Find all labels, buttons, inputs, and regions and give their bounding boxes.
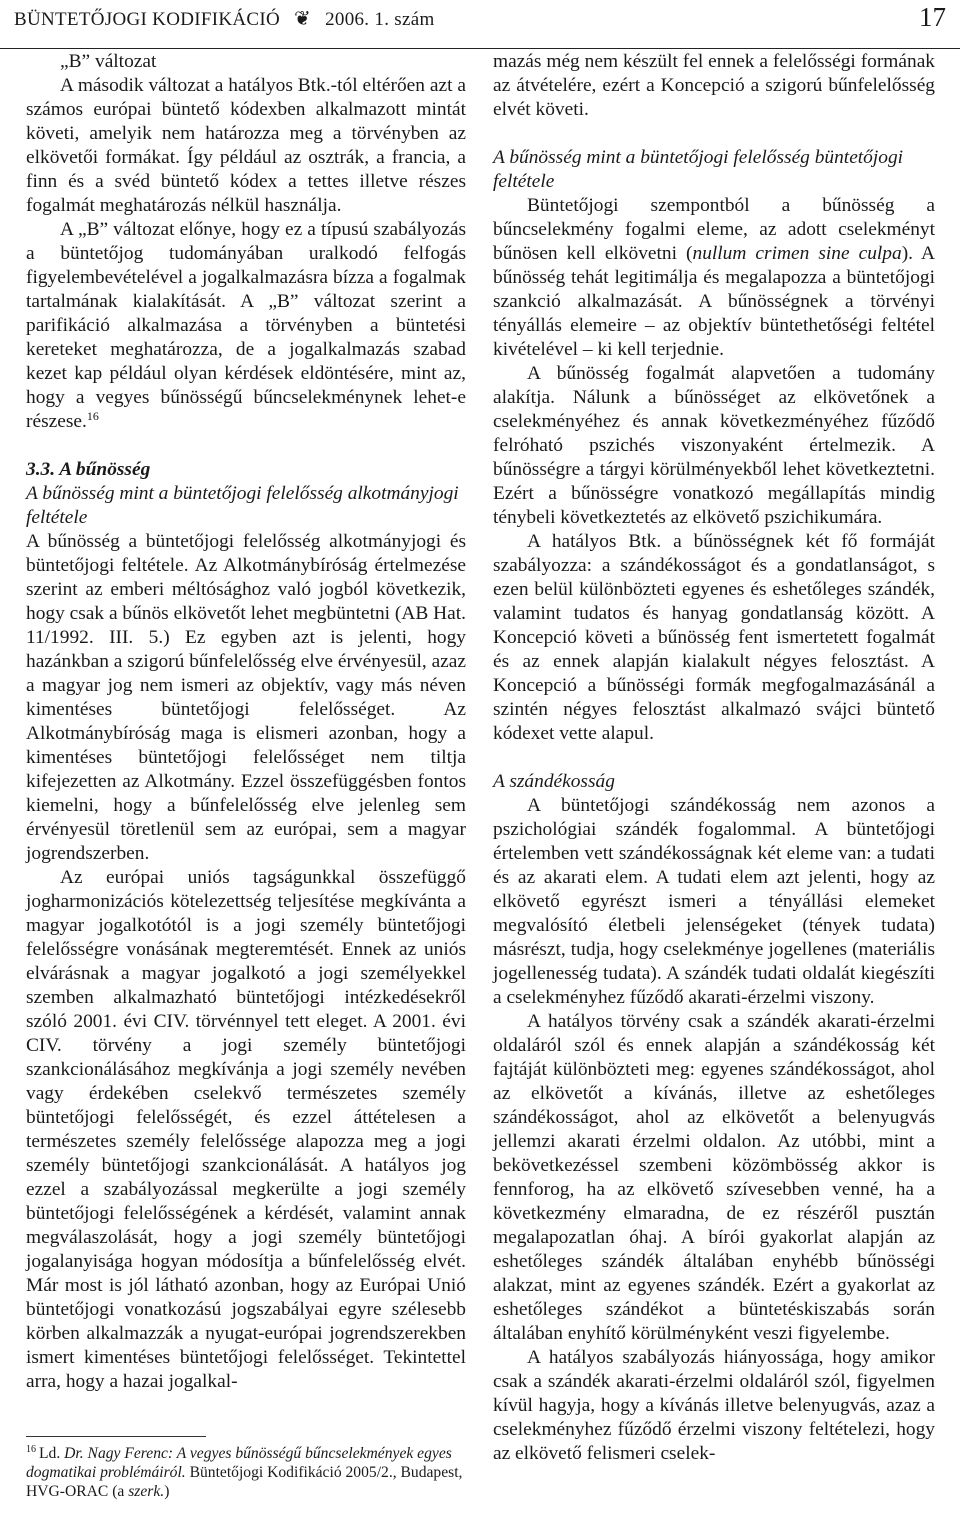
subsection-heading: A bűnösség mint a büntetőjogi felelősség büntetőjogi feltétele (493, 147, 904, 192)
paragraph: Az európai uniós tagságunkkal összefüggő jogharmonizációs kötelezettség teljesítése megkívánta a magyar jogalkotótól is a jogi személy büntetőjogi felelősségre vonásának megteremtését. Ennek az uniós elvárásnak a magyar jogalkotó a jogi személyekkel szemben alkalmazható büntetőjogi intézkedésekről szóló 2001. évi CIV. törvénnyel tett eleget. A 2001. évi CIV. törvény a jogi személy büntetőjogi szankcionálásához megkívánja a jogi személy nevében vagy érdekében cselekvő természetes személy büntetőjogi felelősségét, és ezzel áttételesen a természetes személy felelőssége alapozza meg a jogi személy büntetőjogi szankcionálását. A hatályos jog ezzel a szabályozással megkerülte a jogi személy büntetőjogi felelősségének a kérdését, valamint annak megválaszolását, hogy a jogi személy büntetőjogi jogalanyisága hogyan módosítja a bűnfelelősség elvét. Már most is jól látható azonban, hogy az Európai Unió büntetőjogi vonatkozású jogszabályai egyre szélesebb körben alkalmazzák a nyugat-európai jogrendszerekben ismert kimentéses büntetőjogi felelősséget. Tekintettel arra, hogy a hazai jogalkal- (26, 867, 466, 1392)
right-column (493, 50, 935, 1466)
paragraph: A bűnösség a büntetőjogi felelősség alkotmányjogi és büntetőjogi feltétele. Az Alkotmánybíróság értelmezése szerint az emberi méltósághoz való jogból következik, hogy csak a bűnös elkövetőt lehet megbüntetni (AB Hat. 11/1992. III. 5.) Ez egyben azt is jelenti, hogy hazánkban a szigorú bűnfelelősség elve érvényesül, azaz a magyar jog nem ismeri az objektív, vagy más néven kimentéses büntetőjogi felelősséget. Az Alkotmánybíróság maga is elismeri azonban, hogy a kimentéses büntetőjogi felelősséget nem tiltja kifejezetten az Alkotmány. Ezzel összefüggésben fontos kiemelni, hogy a bűnfelelősség elve jelenleg sem érvényesül töretlenül sem az európai, sem a magyar jogrendszerben. (26, 531, 466, 864)
variant-b-heading: „B” változat (60, 51, 157, 72)
section-heading: 3.3. A bűnösség (26, 459, 151, 480)
footnote-citation: Dr. Nagy Ferenc: A vegyes bűnösségű bűncselekmények egyes dogmatikai problémáiról. (26, 1445, 452, 1481)
latin-phrase: nullum crimen sine culpa (692, 243, 902, 264)
paragraph: A hatályos szabályozás hiányossága, hogy amikor csak a szándék akarati-érzelmi oldaláról szól, figyelmen kívül hagyja, hogy a kívánás illetve belenyugvás, azaz a cselekményhez fűződő érzelmi viszony feltételezi, hogy az elkövető felismeri cselek- (493, 1347, 935, 1464)
ornament-icon: ❦ (294, 8, 312, 30)
footnote-source: Büntetőjogi Kodifikáció 2005/2., Budapest, HVG-ORAC (a (26, 1464, 463, 1500)
footnote-prefix: Ld. (39, 1445, 61, 1462)
paragraph: mazás még nem készült fel ennek a felelősségi formának az átvételére, ezért a Koncepció a szigorú bűnfelelősség elvét követi. (493, 51, 935, 120)
paragraph: A bűnösség fogalmát alapvetően a tudomány alakítja. Nálunk a bűnösséget az elkövetőnek a cselekményéhez és annak következményéhez fűződő felróható pszichés viszonyaként értelmezik. A bűnösségre a tárgyi körülményekből lehet következtetni. Ezért a bűnösségre vonatkozó megállapítás mindig ténybeli következtetés az elkövető pszichikumára. (493, 363, 935, 528)
running-header (0, 0, 960, 49)
paragraph (26, 218, 466, 434)
paragraph (493, 194, 935, 362)
spacer (26, 434, 466, 458)
footnote (26, 1444, 466, 1501)
paragraph: A második változat a hatályos Btk.-tól eltérően azt a számos európai büntető kódexben alkalmazott mintát követi, amelyik nem határozza meg a törvényben az elkövetői formákat. Így például az osztrák, a francia, a finn és a svéd büntető kódex a tettes illetve részes fogalmát meghatározás nélkül használja. (26, 75, 466, 216)
footnote-number: 16 (26, 1444, 36, 1455)
spacer (493, 122, 935, 146)
spacer (493, 746, 935, 770)
journal-title (14, 6, 435, 31)
paragraph-text: Büntetőjogi szempontból a bűnösség a bűncselekmény fogalmi eleme, az adott cselekményt bűnösen kell elkövetni ( (493, 195, 935, 264)
footnote-close: ) (164, 1483, 170, 1500)
subsection-heading: A bűnösség mint a büntetőjogi felelősség alkotmányjogi feltétele (26, 483, 459, 528)
footnote-reference: 16 (86, 409, 99, 423)
left-column (26, 50, 466, 1394)
subsection-heading: A szándékosság (493, 771, 615, 792)
page-number: 17 (919, 2, 946, 32)
paragraph-text: A „B” változat előnye, hogy ez a típusú szabályozás a büntetőjog tudományában uralkodó felfogás figyelembevételével a jogalkalmazásra bízza a fogalmak tartalmának kialakítását. A „B” változat szerint a parifikáció alkalmazása a törvényben a büntetési kereteket meghatározza, de a jogalkalmazás szabad kezet kap például olyan kérdések eldöntésére, mint az, hogy a vegyes bűnösségű bűncselekménynek lehet-e részese. (26, 219, 466, 432)
journal-issue: 2006. 1. szám (325, 9, 435, 30)
paragraph: A hatályos törvény csak a szándék akarati-érzelmi oldaláról szól és ennek alapján a szándékosság két fajtáját különbözteti meg: egyenes szándékosságot, ahol az elkövetőt a kívánás, illetve az eshetőleges szándékosságot, ahol az elkövetőt a belenyugvás jellemzi akarati érzelmi oldalon. Az utóbbi, mint a bekövetkezéssel szembeni közömbösség akkor is fennforog, ha az elkövető szívesebben venné, ha a következmény elmaradna, de ez részéről pusztán megalapozatlan óhaj. A bírói gyakorlat alapján az eshetőleges szándék általában enyhébb bűnösségi alakzat, mint az egyenes szándék. Ezért a gyakorlat az eshetőleges szándékot a büntetéskiszabás során általában enyhítő körülményként veszi figyelembe. (493, 1011, 935, 1344)
journal-name: BÜNTETŐJOGI KODIFIKÁCIÓ (14, 9, 281, 30)
paragraph: A büntetőjogi szándékosság nem azonos a pszichológiai szándék fogalommal. A büntetőjogi értelemben vett szándékosságnak két eleme van: a tudati és az akarati elem. A tudati elem azt jelenti, hogy az elkövető egyrészt ismeri a tényállási elemeket megvalósító életbeli jelenségeket (tények tudata) másrészt, tudja, hogy cselekménye jogellenes (materiális jogellenesség tudata). A szándék tudati oldalát kiegészíti a cselekményhez fűződő akarati-érzelmi viszony. (493, 795, 935, 1008)
footnote-editor: szerk. (128, 1483, 165, 1500)
paragraph: A hatályos Btk. a bűnösségnek két fő formáját szabályozza: a szándékosságot és a gondatlanságot, s ezen belül különbözteti egyenes és eshetőleges szándék, valamint tudatos és hanyag gondatlanság között. A Koncepció követi a bűnösség fent ismertetett fogalmát és az ennek alapján kialakult négyes felosztást. A Koncepció a bűnösségi formák megfogalmazásánál a szintén négyes felosztást alkalmazó svájci büntető kódexet vette alapul. (493, 531, 935, 744)
paragraph-text: ). A bűnösség tehát legitimálja és megalapozza a büntetőjogi szankció alkalmazását. A bűnösségnek a törvényi tényállás elemeire – az objektív büntethetőségi feltétel kivételével – ki kell terjednie. (493, 243, 935, 360)
footnote-divider (26, 1436, 206, 1437)
